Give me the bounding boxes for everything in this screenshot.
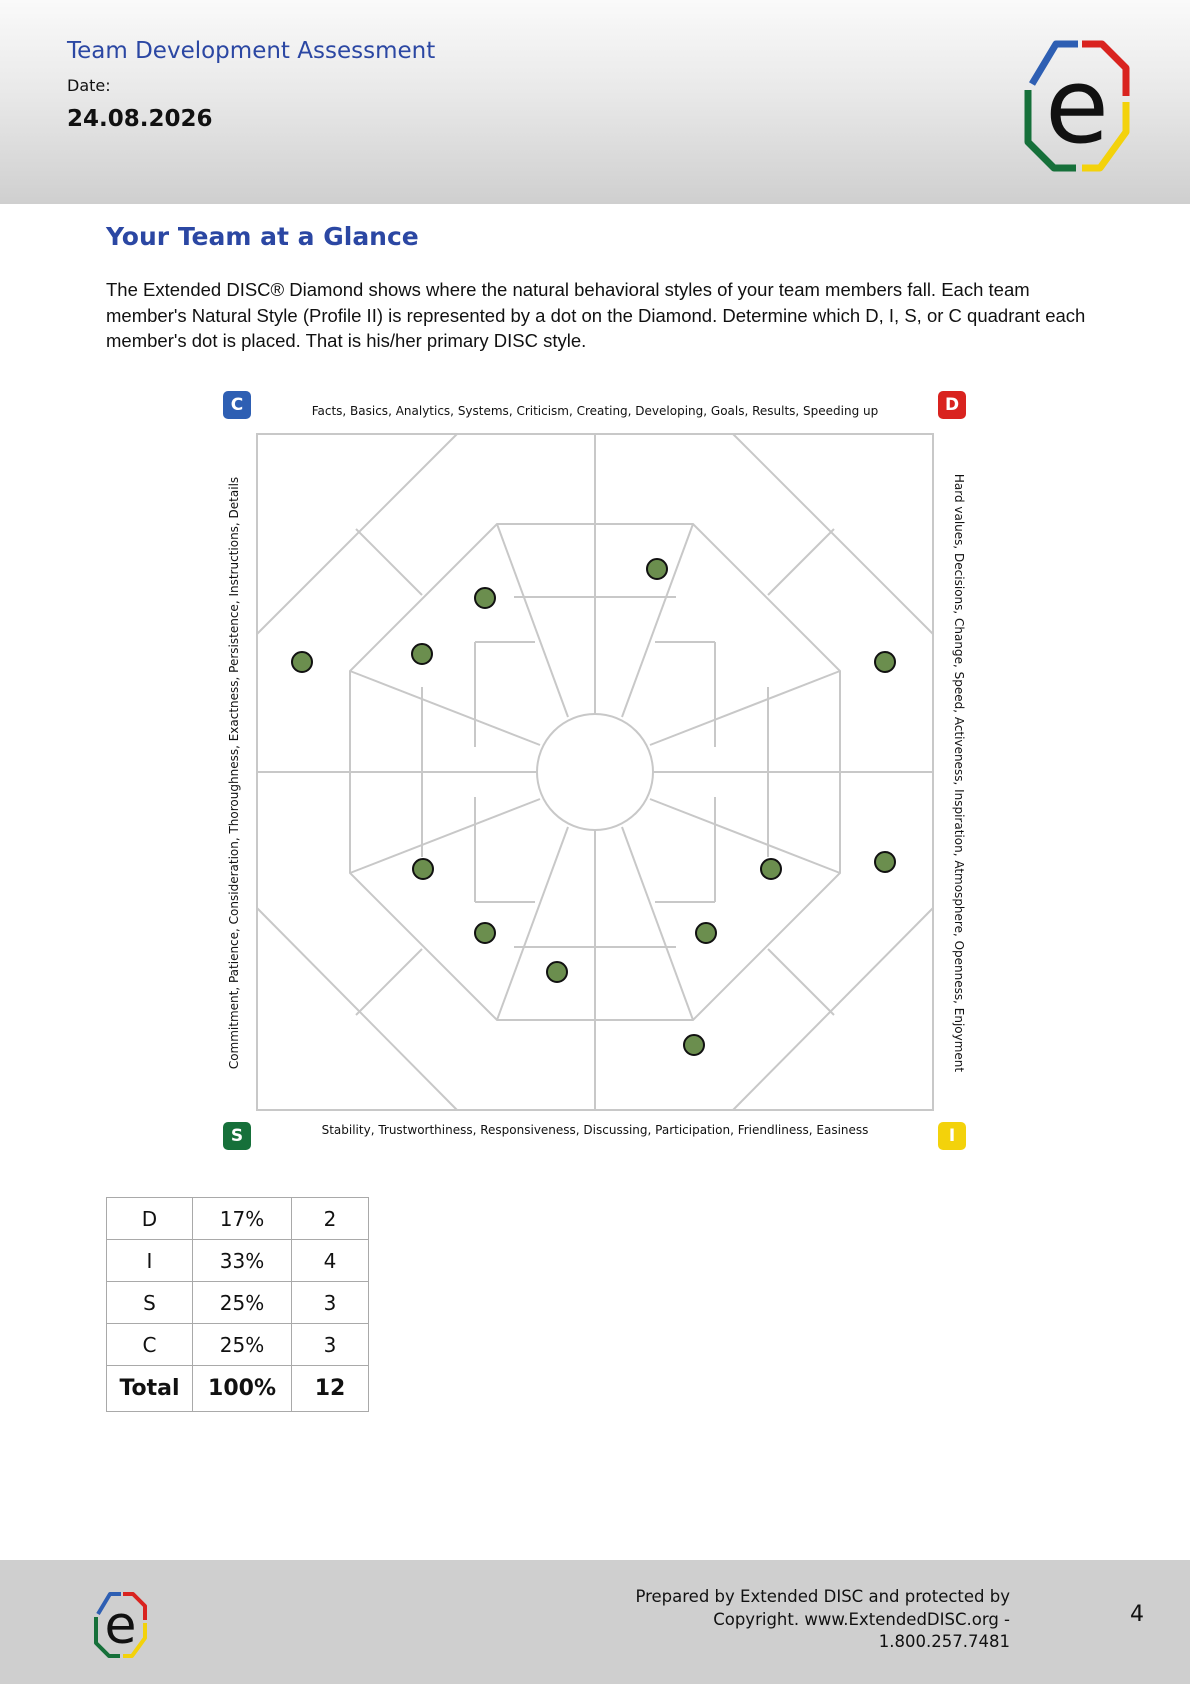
percent-cell: 33% [193, 1240, 292, 1282]
count-cell: 3 [292, 1324, 369, 1366]
total-count: 12 [292, 1366, 369, 1412]
axis-label-left: Commitment, Patience, Consideration, Thoroughness, Exactness, Persistence, Instructions, Details [227, 476, 241, 1070]
style-distribution-table [106, 1197, 369, 1412]
axis-label-top: Facts, Basics, Analytics, Systems, Criticism, Creating, Developing, Goals, Results, Speeding up [311, 404, 879, 418]
count-cell: 4 [292, 1240, 369, 1282]
report-title: Team Development Assessment [67, 38, 436, 64]
member-dot [547, 962, 567, 982]
style-cell: S [107, 1282, 193, 1324]
member-dot [412, 644, 432, 664]
badge-i: I [938, 1122, 966, 1150]
page-footer [0, 1560, 1190, 1684]
table-row [107, 1240, 369, 1282]
style-cell: C [107, 1324, 193, 1366]
extended-disc-logo [1008, 36, 1148, 176]
logo-letter-small: e [104, 1596, 137, 1656]
logo-letter: e [1045, 45, 1109, 167]
page-header [0, 0, 1190, 204]
section-title: Your Team at a Glance [106, 222, 419, 251]
axis-label-right: Hard values, Decisions, Change, Speed, Activeness, Inspiration, Atmosphere, Openness, Enjoyment [952, 473, 966, 1073]
badge-c: C [223, 391, 251, 419]
copyright-line-3: 1.800.257.7481 [878, 1632, 1010, 1651]
diamond-grid [255, 432, 935, 1112]
style-cell: I [107, 1240, 193, 1282]
member-dot [684, 1035, 704, 1055]
member-dot [475, 923, 495, 943]
center-circle [537, 714, 653, 830]
percent-cell: 25% [193, 1282, 292, 1324]
style-cell: D [107, 1198, 193, 1240]
member-dot [413, 859, 433, 879]
count-cell: 2 [292, 1198, 369, 1240]
member-dot [647, 559, 667, 579]
date-value: 24.08.2026 [67, 106, 213, 132]
percent-cell: 17% [193, 1198, 292, 1240]
member-dot [875, 652, 895, 672]
member-dot [875, 852, 895, 872]
disc-diamond [215, 388, 975, 1154]
table-row [107, 1282, 369, 1324]
member-dot [475, 588, 495, 608]
table-row [107, 1324, 369, 1366]
date-label: Date: [67, 76, 111, 95]
member-dot [696, 923, 716, 943]
axis-label-bottom: Stability, Trustworthiness, Responsiveness, Discussing, Participation, Friendliness, Easiness [321, 1123, 869, 1137]
copyright-notice [590, 1586, 1010, 1654]
page-number: 4 [1130, 1602, 1144, 1627]
total-label: Total [107, 1366, 193, 1412]
table-total-row [107, 1366, 369, 1412]
copyright-line-1: Prepared by Extended DISC and protected by [635, 1587, 1010, 1606]
count-cell: 3 [292, 1282, 369, 1324]
badge-d: D [938, 391, 966, 419]
member-dot [292, 652, 312, 672]
total-percent: 100% [193, 1366, 292, 1412]
intro-paragraph: The Extended DISC® Diamond shows where the natural behavioral styles of your team members fall. Each team member's Natural Style (Profile II) is represented by a dot on the Diamond. Determine which D, I, S, or C quadrant each member's dot is placed. That is his/her primary DISC style. [106, 279, 1086, 351]
copyright-line-2: Copyright. www.ExtendedDISC.org - [713, 1609, 1010, 1629]
badge-s: S [223, 1122, 251, 1150]
member-dot [761, 859, 781, 879]
table-row [107, 1198, 369, 1240]
percent-cell: 25% [193, 1324, 292, 1366]
extended-disc-logo-small [86, 1590, 156, 1660]
